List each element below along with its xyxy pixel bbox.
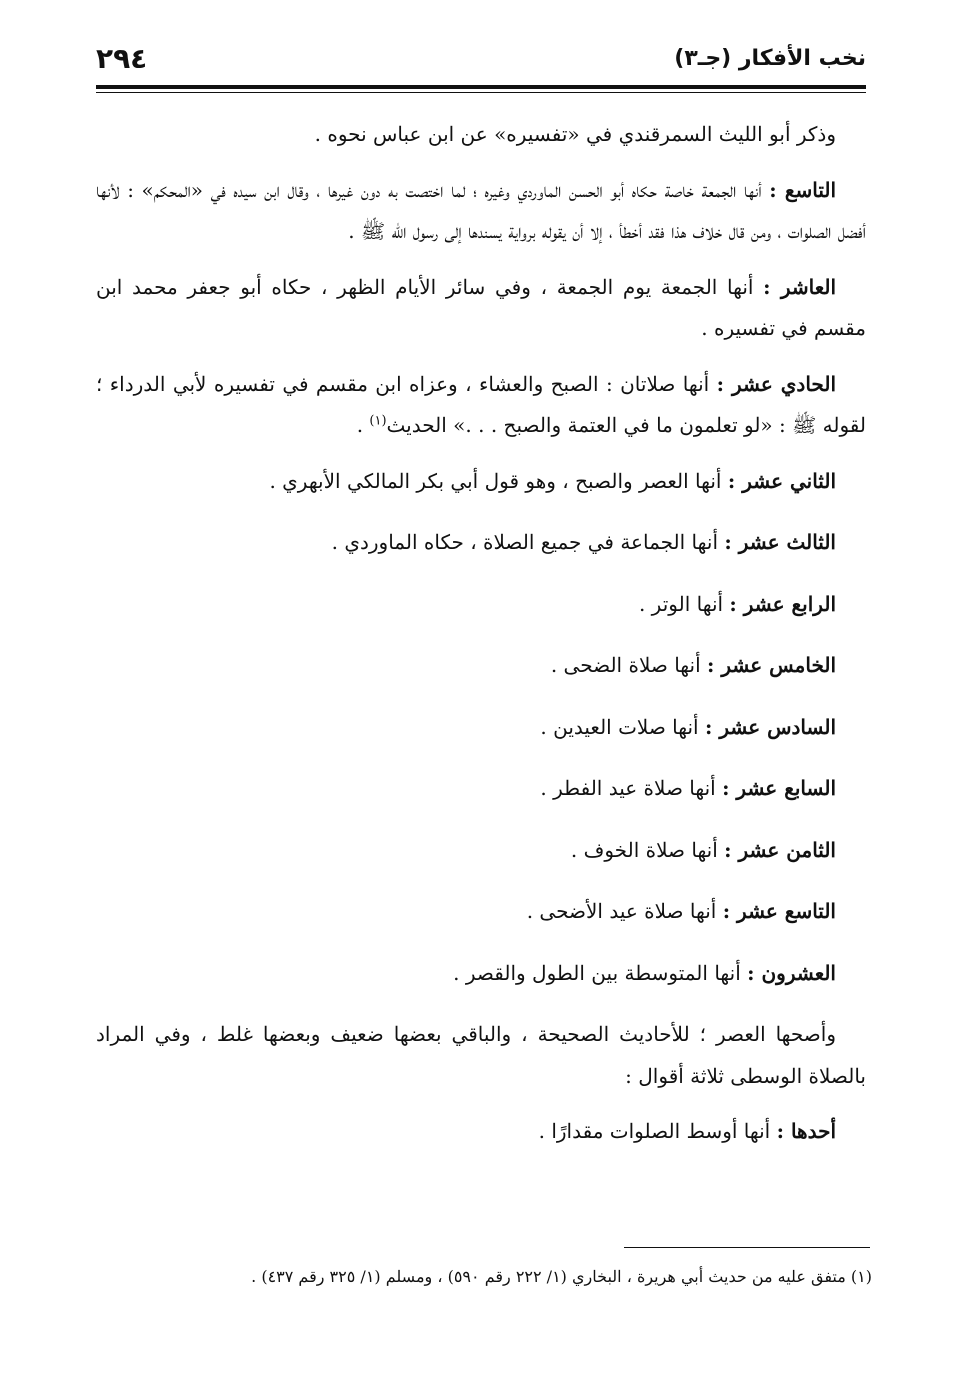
paragraph-end: . (356, 413, 370, 437)
paragraph (96, 830, 866, 872)
footnote-separator (624, 1247, 870, 1248)
paragraph-text: أنها الجمعة خاصة حكاه أبو الحسن الماوردي وغيره ؛ لما اختصت به دون غيرها ، وقال ابن سيده في «المحكم» : لأنها أفضل الصلوات ، ومن قال خلاف هذا فقد أخطأ ، إلا أن يقوله برواية يسندها إلى رسول الله ﷺ . (96, 177, 866, 243)
section-term: التاسع : (769, 177, 837, 202)
paragraph (96, 170, 866, 253)
paragraph (96, 522, 866, 564)
section-term: الحادي عشر : (716, 371, 836, 396)
paragraph-text: أنها صلاة عيد الأضحى . (526, 899, 723, 923)
section-term: أحدها : (776, 1119, 836, 1143)
paragraph (96, 891, 866, 933)
paragraph (96, 267, 866, 350)
paragraph-text: أنها صلاة الضحى . (550, 653, 708, 677)
footnote: (١) متفق عليه من حديث أبي هريرة ، البخاري (١/ ٢٢٢ رقم ٥٩٠) ، ومسلم (١/ ٣٢٥ رقم ٤٣٧) . (251, 1267, 872, 1286)
paragraph-text: أنها الجماعة في جميع الصلاة ، حكاه الماوردي . (331, 530, 725, 554)
paragraph-text: أنها أوسط الصلوات مقدارًا . (538, 1119, 777, 1143)
paragraph-text: أنها صلاة عيد الفطر . (540, 776, 723, 800)
paragraph (96, 707, 866, 749)
section-term: الرابع عشر : (729, 591, 836, 616)
footnote-reference: (١) (369, 413, 387, 429)
paragraph (96, 953, 866, 995)
paragraph (96, 584, 866, 626)
paragraph (96, 461, 866, 503)
section-term: السابع عشر : (722, 776, 836, 800)
paragraph-text: وأصحها العصر ؛ للأحاديث الصحيحة ، والباقي بعضها ضعيف وبعضها غلط ، وفي المراد بالصلاة الوسطى ثلاثة أقوال : (96, 1022, 866, 1088)
section-term: الثاني عشر : (727, 468, 836, 493)
section-term: التاسع عشر : (722, 899, 836, 923)
header-rule (96, 85, 866, 89)
section-term: الثامن عشر : (724, 837, 836, 862)
paragraph (96, 364, 866, 447)
section-term: الخامس عشر : (707, 653, 836, 677)
paragraph-text: أنها صلات العيدين . (540, 714, 705, 739)
section-term: السادس عشر : (704, 714, 836, 739)
paragraph (96, 114, 866, 156)
running-header (96, 38, 866, 88)
page-number: ٢٩٤ (96, 42, 148, 75)
section-term: العاشر : (763, 274, 837, 299)
section-term: العشرون : (747, 960, 836, 985)
paragraph (96, 645, 866, 687)
paragraph-text: أنها صلاتان : الصبح والعشاء ، وعزاه ابن مقسم في تفسيره لأبي الدرداء ؛ لقوله ﷺ : «لو تعلمون ما في العتمة والصبح . . .» الحديث (96, 371, 866, 437)
paragraph (96, 768, 866, 810)
paragraph-text: أنها الجمعة يوم الجمعة ، وفي سائر الأيام الظهر ، حكاه أبو جعفر محمد ابن مقسم في تفسيره . (96, 274, 866, 340)
paragraph (96, 1014, 866, 1097)
body-text (96, 114, 866, 1167)
paragraph-text: أنها المتوسطة بين الطول والقصر . (453, 960, 748, 985)
paragraph-text: وذكر أبو الليث السمرقندي في «تفسيره» عن ابن عباس نحوه . (314, 122, 836, 146)
paragraph-text: أنها العصر والصبح ، وهو قول أبي بكر المالكي الأبهري . (269, 468, 728, 493)
paragraph (96, 1111, 866, 1153)
paragraph-text: أنها الوتر . (638, 591, 730, 616)
header-rule-thin (96, 92, 866, 93)
running-title: نخب الأفكار (جـ٣) (674, 46, 866, 71)
paragraph-text: أنها صلاة الخوف . (570, 837, 725, 862)
section-term: الثالث عشر : (724, 530, 836, 554)
